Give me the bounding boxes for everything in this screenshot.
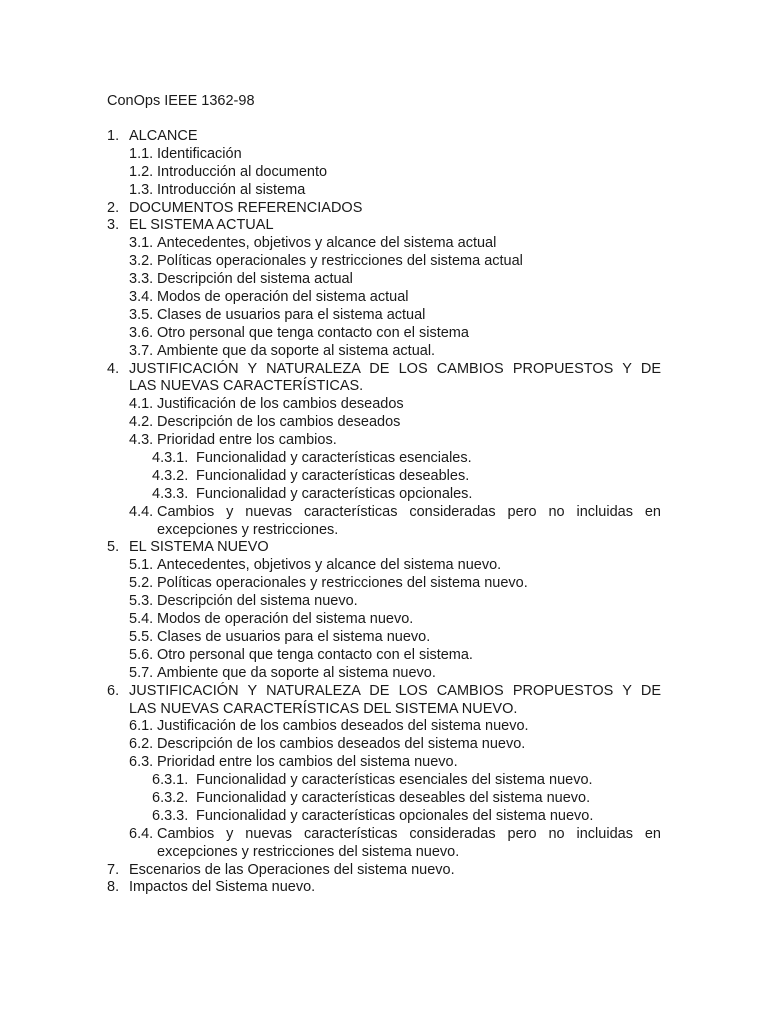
toc-entry-text: Otro personal que tenga contacto con el sistema: [157, 324, 469, 341]
document-title: ConOps IEEE 1362-98: [107, 93, 255, 109]
toc-entry-number: 5.6.: [129, 646, 154, 663]
toc-entry-level-3: [107, 772, 661, 790]
toc-entry-number: 5.1.: [129, 557, 154, 574]
toc-entry-number: 5.7.: [129, 664, 154, 681]
toc-entry-number: 5.4.: [129, 611, 154, 628]
toc-entry-level-1: [107, 862, 661, 880]
toc-entry-text: Políticas operacionales y restricciones del sistema nuevo.: [157, 575, 528, 592]
toc-entry-continuation: LAS NUEVAS CARACTERÍSTICAS DEL SISTEMA NUEVO.: [129, 700, 518, 717]
toc-entry-text: Descripción de los cambios deseados: [157, 414, 401, 431]
toc-entry-continuation: excepciones y restricciones.: [157, 521, 339, 538]
toc-entry-level-1: [107, 217, 661, 235]
toc-entry-level-2: [107, 146, 661, 164]
toc-entry-number: 3.1.: [129, 235, 154, 252]
toc-entry-level-3: [107, 450, 661, 468]
toc-entry-number: 4.3.3.: [152, 485, 189, 502]
toc-entry-number: 6.1.: [129, 718, 154, 735]
toc-entry-level-2: [107, 593, 661, 611]
toc-entry-number: 2.: [107, 199, 120, 216]
toc-entry-number: 3.: [107, 217, 120, 234]
toc-entry-number: 4.1.: [129, 396, 154, 413]
toc-entry-level-1: [107, 361, 661, 379]
toc-entry-number: 4.3.1.: [152, 450, 189, 467]
toc-entry-text: Funcionalidad y características deseables del sistema nuevo.: [196, 789, 591, 806]
toc-entry-level-2: [107, 665, 661, 683]
toc-entry-level-1: [107, 683, 661, 701]
toc-entry-text: Clases de usuarios para el sistema nuevo.: [157, 628, 431, 645]
toc-entry-level-2: [107, 557, 661, 575]
toc-entry-level-2: [107, 736, 661, 754]
toc-entry-level-2: [107, 611, 661, 629]
toc-entry-text: Descripción de los cambios deseados del sistema nuevo.: [157, 736, 526, 753]
toc-entry-level-2: [107, 164, 661, 182]
toc-entry-number: 6.3.3.: [152, 807, 189, 824]
toc-entry-level-2: [107, 307, 661, 325]
toc-entry-text: Políticas operacionales y restricciones del sistema actual: [157, 253, 523, 270]
toc-entry-number: 3.2.: [129, 253, 154, 270]
toc-entry-level-1: [107, 879, 661, 897]
toc-entry-number: 1.3.: [129, 181, 154, 198]
toc-entry-text: Introducción al documento: [157, 163, 328, 180]
toc-entry-number: 4.: [107, 360, 120, 377]
toc-entry-number: 1.1.: [129, 145, 154, 162]
toc-entry-number: 5.5.: [129, 628, 154, 645]
toc-entry-text: Modos de operación del sistema nuevo.: [157, 611, 414, 628]
toc-entry-level-2: [107, 289, 661, 307]
toc-entry-continuation: LAS NUEVAS CARACTERÍSTICAS.: [129, 378, 364, 395]
toc-entry-level-2: [107, 826, 661, 844]
toc-entry-text: Otro personal que tenga contacto con el sistema.: [157, 646, 473, 663]
toc-entry-text: Justificación de los cambios deseados del sistema nuevo.: [157, 718, 529, 735]
toc-entry-number: 6.2.: [129, 736, 154, 753]
toc-entry-text: EL SISTEMA ACTUAL: [129, 217, 274, 234]
toc-entry-number: 6.4.: [129, 825, 154, 842]
toc-entry-text: Cambios y nuevas características consideradas pero no incluidas en: [157, 503, 661, 520]
toc-entry-number: 4.2.: [129, 414, 154, 431]
toc-entry-level-2: [107, 182, 661, 200]
toc-entry-text: Funcionalidad y características esenciales.: [196, 450, 472, 467]
toc-entry-level-2: [107, 253, 661, 271]
toc-entry-continuation: excepciones y restricciones del sistema nuevo.: [157, 843, 460, 860]
toc-entry-level-2: [107, 414, 661, 432]
toc-entry-text: EL SISTEMA NUEVO: [129, 539, 269, 556]
toc-entry-number: 3.4.: [129, 289, 154, 306]
toc-entry-level-2: [107, 271, 661, 289]
toc-entry-level-3: [107, 468, 661, 486]
toc-entry-number: 3.7.: [129, 342, 154, 359]
toc-entry-text: Escenarios de las Operaciones del sistema nuevo.: [129, 861, 455, 878]
toc-entry-number: 5.3.: [129, 593, 154, 610]
toc-entry-text: Cambios y nuevas características consideradas pero no incluidas en: [157, 825, 661, 842]
toc-entry-number: 1.2.: [129, 163, 154, 180]
toc-entry-text: JUSTIFICACIÓN Y NATURALEZA DE LOS CAMBIOS PROPUESTOS Y DE: [129, 682, 661, 699]
toc-entry-level-2: [107, 647, 661, 665]
toc-entry-level-2: [107, 629, 661, 647]
toc-entry-level-2: [107, 718, 661, 736]
toc-entry-number: 3.3.: [129, 271, 154, 288]
toc-entry-number: 7.: [107, 861, 120, 878]
table-of-contents: [107, 128, 661, 897]
toc-entry-text: Identificación: [157, 145, 242, 162]
toc-entry-text: Justificación de los cambios deseados: [157, 396, 404, 413]
toc-entry-text: Funcionalidad y características opcionales del sistema nuevo.: [196, 807, 594, 824]
toc-entry-number: 4.3.: [129, 432, 154, 449]
toc-entry-level-3: [107, 486, 661, 504]
toc-entry-level-2: [107, 432, 661, 450]
toc-entry-text: Prioridad entre los cambios del sistema nuevo.: [157, 754, 458, 771]
toc-entry-number: 5.: [107, 539, 120, 556]
toc-entry-level-2: [107, 504, 661, 522]
toc-entry-number: 6.3.: [129, 754, 154, 771]
toc-entry-level-2: [107, 343, 661, 361]
toc-entry-number: 6.: [107, 682, 120, 699]
toc-entry-level-3: [107, 790, 661, 808]
toc-entry-level-2: [107, 754, 661, 772]
toc-entry-level-1: [107, 200, 661, 218]
toc-entry-text: JUSTIFICACIÓN Y NATURALEZA DE LOS CAMBIOS PROPUESTOS Y DE: [129, 360, 661, 377]
toc-entry-level-3: [107, 808, 661, 826]
toc-entry-text: DOCUMENTOS REFERENCIADOS: [129, 199, 363, 216]
toc-entry-text: Funcionalidad y características opcionales.: [196, 485, 473, 502]
toc-entry-level-2: [107, 325, 661, 343]
toc-entry-text: Clases de usuarios para el sistema actual: [157, 306, 426, 323]
toc-entry-text: Funcionalidad y características esenciales del sistema nuevo.: [196, 772, 593, 789]
toc-entry-text: Modos de operación del sistema actual: [157, 289, 409, 306]
toc-entry-level-2: [107, 396, 661, 414]
toc-entry-level-1: [107, 539, 661, 557]
toc-entry-text: Funcionalidad y características deseables.: [196, 467, 470, 484]
toc-entry-text: Antecedentes, objetivos y alcance del sistema actual: [157, 235, 497, 252]
toc-entry-number: 3.6.: [129, 324, 154, 341]
toc-entry-number: 4.3.2.: [152, 467, 189, 484]
toc-entry-level-1: [107, 128, 661, 146]
toc-entry-number: 5.2.: [129, 575, 154, 592]
toc-entry-number: 4.4.: [129, 503, 154, 520]
toc-entry-text: ALCANCE: [129, 128, 198, 144]
toc-entry-text: Prioridad entre los cambios.: [157, 432, 337, 449]
toc-entry-number: 6.3.1.: [152, 772, 189, 789]
toc-entry-text: Descripción del sistema actual: [157, 271, 353, 288]
toc-entry-level-2: [107, 575, 661, 593]
toc-entry-number: 6.3.2.: [152, 789, 189, 806]
toc-entry-text: Introducción al sistema: [157, 181, 306, 198]
toc-entry-number: 3.5.: [129, 306, 154, 323]
toc-entry-text: Impactos del Sistema nuevo.: [129, 879, 316, 896]
toc-entry-level-2: [107, 235, 661, 253]
toc-entry-text: Antecedentes, objetivos y alcance del sistema nuevo.: [157, 557, 502, 574]
toc-entry-text: Ambiente que da soporte al sistema actual.: [157, 342, 436, 359]
toc-entry-number: 8.: [107, 879, 120, 896]
toc-entry-text: Ambiente que da soporte al sistema nuevo.: [157, 664, 436, 681]
toc-entry-text: Descripción del sistema nuevo.: [157, 593, 358, 610]
toc-entry-number: 1.: [107, 128, 120, 144]
